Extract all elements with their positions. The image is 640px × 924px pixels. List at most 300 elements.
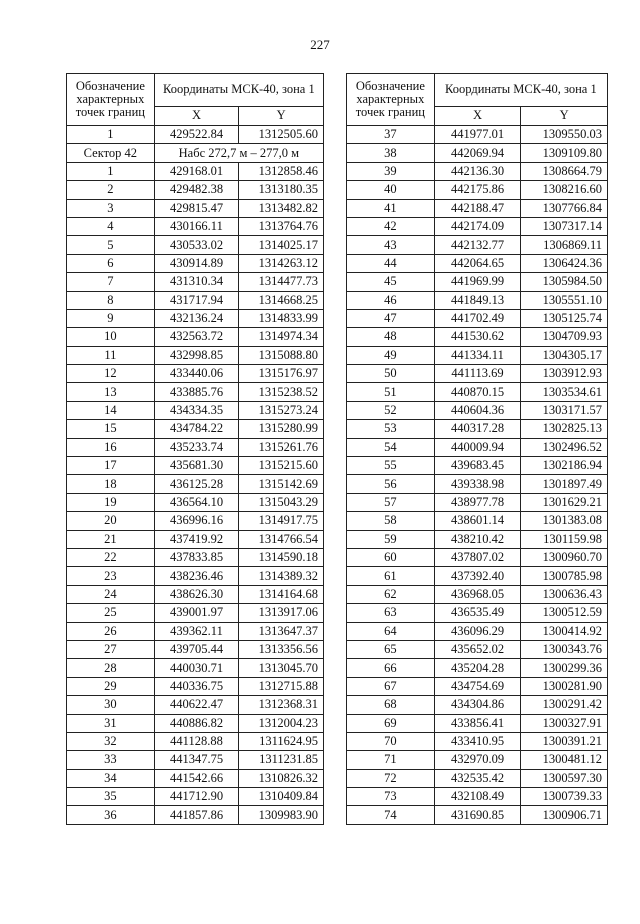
table-row [67, 493, 324, 511]
coord-x: 439001.97 [154, 604, 239, 622]
table-row [347, 309, 608, 327]
header-points-label: Обозначение характерных точек границ [67, 74, 155, 126]
point-number: 32 [67, 732, 155, 750]
coord-x: 441542.66 [154, 769, 239, 787]
coord-x: 434304.86 [434, 696, 521, 714]
point-number: 67 [347, 677, 435, 695]
coord-y: 1300299.36 [521, 659, 608, 677]
coord-x: 440886.82 [154, 714, 239, 732]
coord-x: 440604.36 [434, 401, 521, 419]
point-number: 50 [347, 365, 435, 383]
coord-y: 1300281.90 [521, 677, 608, 695]
point-number: 54 [347, 438, 435, 456]
coord-x: 432535.42 [434, 769, 521, 787]
table-row [67, 236, 324, 254]
table-row [347, 328, 608, 346]
coord-y: 1314389.32 [239, 567, 324, 585]
point-number: 3 [67, 199, 155, 217]
coord-y: 1302186.94 [521, 457, 608, 475]
table-row [67, 714, 324, 732]
coord-x: 430533.02 [154, 236, 239, 254]
table-row [67, 512, 324, 530]
coord-x: 436968.05 [434, 585, 521, 603]
coord-y: 1300636.43 [521, 585, 608, 603]
coord-x: 440336.75 [154, 677, 239, 695]
coord-x: 441347.75 [154, 751, 239, 769]
point-number: 44 [347, 254, 435, 272]
table-row [67, 309, 324, 327]
header-y: Y [239, 106, 324, 125]
coord-x: 442136.30 [434, 162, 521, 180]
point-number: 25 [67, 604, 155, 622]
coord-x: 440870.15 [434, 383, 521, 401]
coord-y: 1305551.10 [521, 291, 608, 309]
coord-x: 432136.24 [154, 309, 239, 327]
point-number: 38 [347, 144, 435, 162]
point-number: 2 [67, 181, 155, 199]
coord-y: 1306869.11 [521, 236, 608, 254]
coord-x: 430914.89 [154, 254, 239, 272]
coord-x: 442174.09 [434, 217, 521, 235]
coord-x: 441530.62 [434, 328, 521, 346]
table-row [347, 162, 608, 180]
coord-x: 441857.86 [154, 806, 239, 824]
coord-x: 438601.14 [434, 512, 521, 530]
table-row [67, 438, 324, 456]
coord-y: 1313180.35 [239, 181, 324, 199]
table-row [347, 217, 608, 235]
coord-y: 1301897.49 [521, 475, 608, 493]
coord-x: 435681.30 [154, 457, 239, 475]
table-row [347, 512, 608, 530]
header-coordinates-label: Координаты МСК-40, зона 1 [154, 74, 323, 107]
table-row [67, 567, 324, 585]
table-row [347, 585, 608, 603]
coord-y: 1310409.84 [239, 788, 324, 806]
coord-x: 440622.47 [154, 696, 239, 714]
table-row [67, 291, 324, 309]
coord-y: 1304305.17 [521, 346, 608, 364]
point-number: 73 [347, 788, 435, 806]
table-row [347, 696, 608, 714]
table-row [347, 236, 608, 254]
table-row [347, 751, 608, 769]
point-number: 62 [347, 585, 435, 603]
table-row [67, 365, 324, 383]
coord-x: 441334.11 [434, 346, 521, 364]
point-number: 69 [347, 714, 435, 732]
point-number: 31 [67, 714, 155, 732]
point-number: 15 [67, 420, 155, 438]
coord-y: 1315088.80 [239, 346, 324, 364]
table-row [67, 199, 324, 217]
coord-y: 1311231.85 [239, 751, 324, 769]
coord-x: 440317.28 [434, 420, 521, 438]
table-row [67, 640, 324, 658]
table-row [347, 769, 608, 787]
point-number: 60 [347, 548, 435, 566]
coord-y: 1312505.60 [239, 126, 324, 144]
point-number: 49 [347, 346, 435, 364]
table-row [347, 640, 608, 658]
header-x: X [434, 106, 521, 125]
coord-y: 1300327.91 [521, 714, 608, 732]
sector-name: Сектор 42 [67, 144, 155, 162]
page-number: 227 [310, 37, 330, 52]
table-row [347, 420, 608, 438]
coord-y: 1313045.70 [239, 659, 324, 677]
table-row [347, 273, 608, 291]
table-row [67, 788, 324, 806]
coord-y: 1301383.08 [521, 512, 608, 530]
table-row [67, 162, 324, 180]
point-number: 36 [67, 806, 155, 824]
coord-y: 1315215.60 [239, 457, 324, 475]
coord-y: 1313764.76 [239, 217, 324, 235]
table-row [67, 696, 324, 714]
point-number: 48 [347, 328, 435, 346]
table-row [67, 420, 324, 438]
coord-x: 432108.49 [434, 788, 521, 806]
table-row [67, 457, 324, 475]
point-number: 52 [347, 401, 435, 419]
table-row [347, 548, 608, 566]
coordinates-table-left [66, 73, 324, 825]
table-row [67, 217, 324, 235]
coord-y: 1308216.60 [521, 181, 608, 199]
coord-y: 1300906.71 [521, 806, 608, 824]
coord-x: 440030.71 [154, 659, 239, 677]
point-number: 8 [67, 291, 155, 309]
coord-x: 438236.46 [154, 567, 239, 585]
coord-y: 1314766.54 [239, 530, 324, 548]
coord-x: 431310.34 [154, 273, 239, 291]
point-number: 17 [67, 457, 155, 475]
point-number: 41 [347, 199, 435, 217]
table-row [347, 732, 608, 750]
coord-y: 1302825.13 [521, 420, 608, 438]
coord-x: 441128.88 [154, 732, 239, 750]
point-number: 21 [67, 530, 155, 548]
point-number: 64 [347, 622, 435, 640]
coord-y: 1301629.21 [521, 493, 608, 511]
sector-height-range: Набс 272,7 м – 277,0 м [154, 144, 323, 162]
coord-y: 1314833.99 [239, 309, 324, 327]
coord-y: 1303171.57 [521, 401, 608, 419]
coord-y: 1315261.76 [239, 438, 324, 456]
point-number: 28 [67, 659, 155, 677]
table-row [67, 273, 324, 291]
coord-y: 1304709.93 [521, 328, 608, 346]
point-number: 51 [347, 383, 435, 401]
point-number: 70 [347, 732, 435, 750]
point-number: 5 [67, 236, 155, 254]
point-number: 53 [347, 420, 435, 438]
coord-y: 1313917.06 [239, 604, 324, 622]
point-number: 6 [67, 254, 155, 272]
table-row [347, 622, 608, 640]
point-number: 23 [67, 567, 155, 585]
coord-y: 1300414.92 [521, 622, 608, 640]
coord-y: 1300481.12 [521, 751, 608, 769]
coord-x: 431717.94 [154, 291, 239, 309]
coord-y: 1302496.52 [521, 438, 608, 456]
table-row [347, 567, 608, 585]
coord-y: 1315142.69 [239, 475, 324, 493]
point-number: 71 [347, 751, 435, 769]
coord-x: 435652.02 [434, 640, 521, 658]
coord-x: 435204.28 [434, 659, 521, 677]
coord-y: 1315280.99 [239, 420, 324, 438]
coord-x: 437807.02 [434, 548, 521, 566]
coord-y: 1314917.75 [239, 512, 324, 530]
sector-row [67, 144, 324, 162]
table-row [67, 254, 324, 272]
coord-y: 1315176.97 [239, 365, 324, 383]
table-row [347, 254, 608, 272]
coord-y: 1301159.98 [521, 530, 608, 548]
point-number: 24 [67, 585, 155, 603]
table-row [347, 530, 608, 548]
point-number: 65 [347, 640, 435, 658]
coord-y: 1300343.76 [521, 640, 608, 658]
coord-y: 1300785.98 [521, 567, 608, 585]
table-row [347, 677, 608, 695]
coord-y: 1312715.88 [239, 677, 324, 695]
table-row [67, 585, 324, 603]
header-points-label: Обозначение характерных точек границ [347, 74, 435, 126]
coord-y: 1303534.61 [521, 383, 608, 401]
point-number: 7 [67, 273, 155, 291]
coord-x: 438977.78 [434, 493, 521, 511]
coord-x: 439683.45 [434, 457, 521, 475]
coord-x: 438626.30 [154, 585, 239, 603]
point-number: 34 [67, 769, 155, 787]
header-y: Y [521, 106, 608, 125]
coord-x: 429815.47 [154, 199, 239, 217]
point-number: 42 [347, 217, 435, 235]
coord-x: 429168.01 [154, 162, 239, 180]
table-row [67, 346, 324, 364]
coord-x: 442188.47 [434, 199, 521, 217]
table-row [67, 622, 324, 640]
coord-y: 1313356.56 [239, 640, 324, 658]
coord-x: 442064.65 [434, 254, 521, 272]
coord-y: 1305125.74 [521, 309, 608, 327]
point-number: 59 [347, 530, 435, 548]
table-row [347, 199, 608, 217]
table-row [67, 530, 324, 548]
coord-y: 1309550.03 [521, 126, 608, 144]
coord-x: 439705.44 [154, 640, 239, 658]
point-number: 26 [67, 622, 155, 640]
coord-y: 1300739.33 [521, 788, 608, 806]
point-number: 37 [347, 126, 435, 144]
table-row [347, 659, 608, 677]
coord-x: 436996.16 [154, 512, 239, 530]
table-row [347, 144, 608, 162]
coord-y: 1307317.14 [521, 217, 608, 235]
point-number: 14 [67, 401, 155, 419]
coord-x: 434334.35 [154, 401, 239, 419]
table-row [347, 475, 608, 493]
point-number: 56 [347, 475, 435, 493]
point-number: 63 [347, 604, 435, 622]
coord-y: 1305984.50 [521, 273, 608, 291]
point-number: 20 [67, 512, 155, 530]
coord-x: 432563.72 [154, 328, 239, 346]
point-number: 72 [347, 769, 435, 787]
coord-x: 437833.85 [154, 548, 239, 566]
coord-x: 433856.41 [434, 714, 521, 732]
coord-x: 429482.38 [154, 181, 239, 199]
coord-y: 1313482.82 [239, 199, 324, 217]
coord-x: 435233.74 [154, 438, 239, 456]
table-row [67, 548, 324, 566]
table-row [347, 126, 608, 144]
point-number: 46 [347, 291, 435, 309]
coord-x: 440009.94 [434, 438, 521, 456]
point-number: 11 [67, 346, 155, 364]
coord-y: 1310826.32 [239, 769, 324, 787]
point-number: 29 [67, 677, 155, 695]
point-number: 55 [347, 457, 435, 475]
point-number: 12 [67, 365, 155, 383]
header-coordinates-label: Координаты МСК-40, зона 1 [434, 74, 607, 107]
coord-y: 1300391.21 [521, 732, 608, 750]
coord-y: 1308664.79 [521, 162, 608, 180]
point-number: 1 [67, 126, 155, 144]
point-number: 13 [67, 383, 155, 401]
coord-x: 437419.92 [154, 530, 239, 548]
table-row [67, 659, 324, 677]
coord-y: 1309109.80 [521, 144, 608, 162]
coord-x: 430166.11 [154, 217, 239, 235]
coord-y: 1314477.73 [239, 273, 324, 291]
point-number: 35 [67, 788, 155, 806]
coord-x: 433410.95 [434, 732, 521, 750]
coord-y: 1300512.59 [521, 604, 608, 622]
coord-x: 441712.90 [154, 788, 239, 806]
table-row [67, 126, 324, 144]
table-row [67, 383, 324, 401]
coord-x: 441113.69 [434, 365, 521, 383]
coord-y: 1309983.90 [239, 806, 324, 824]
table-row [67, 769, 324, 787]
coordinates-table-right [346, 73, 608, 825]
coord-x: 431690.85 [434, 806, 521, 824]
table-row [67, 751, 324, 769]
coord-x: 436096.29 [434, 622, 521, 640]
coord-y: 1300597.30 [521, 769, 608, 787]
coord-y: 1314668.25 [239, 291, 324, 309]
point-number: 19 [67, 493, 155, 511]
coord-y: 1312368.31 [239, 696, 324, 714]
coord-x: 436535.49 [434, 604, 521, 622]
point-number: 30 [67, 696, 155, 714]
point-number: 27 [67, 640, 155, 658]
point-number: 33 [67, 751, 155, 769]
point-number: 68 [347, 696, 435, 714]
coord-x: 433885.76 [154, 383, 239, 401]
table-row [347, 493, 608, 511]
coord-x: 436125.28 [154, 475, 239, 493]
table-row [347, 383, 608, 401]
coord-x: 439338.98 [434, 475, 521, 493]
point-number: 4 [67, 217, 155, 235]
point-number: 66 [347, 659, 435, 677]
table-row [347, 291, 608, 309]
point-number: 16 [67, 438, 155, 456]
coord-x: 434784.22 [154, 420, 239, 438]
point-number: 9 [67, 309, 155, 327]
table-row [347, 401, 608, 419]
table-row [67, 181, 324, 199]
coord-x: 442132.77 [434, 236, 521, 254]
table-row [67, 677, 324, 695]
coord-y: 1303912.93 [521, 365, 608, 383]
point-number: 61 [347, 567, 435, 585]
coord-x: 434754.69 [434, 677, 521, 695]
coord-y: 1314025.17 [239, 236, 324, 254]
coord-y: 1314263.12 [239, 254, 324, 272]
coord-y: 1300291.42 [521, 696, 608, 714]
point-number: 74 [347, 806, 435, 824]
table-row [67, 401, 324, 419]
coord-y: 1315273.24 [239, 401, 324, 419]
table-row [347, 438, 608, 456]
coord-x: 433440.06 [154, 365, 239, 383]
coord-y: 1312858.46 [239, 162, 324, 180]
point-number: 43 [347, 236, 435, 254]
point-number: 22 [67, 548, 155, 566]
table-row [347, 457, 608, 475]
point-number: 39 [347, 162, 435, 180]
coord-x: 437392.40 [434, 567, 521, 585]
point-number: 40 [347, 181, 435, 199]
header-x: X [154, 106, 239, 125]
table-row [347, 365, 608, 383]
point-number: 1 [67, 162, 155, 180]
point-number: 47 [347, 309, 435, 327]
coord-x: 436564.10 [154, 493, 239, 511]
coord-x: 442175.86 [434, 181, 521, 199]
coord-y: 1314590.18 [239, 548, 324, 566]
coord-y: 1311624.95 [239, 732, 324, 750]
coord-x: 432970.09 [434, 751, 521, 769]
coord-x: 442069.94 [434, 144, 521, 162]
point-number: 45 [347, 273, 435, 291]
coord-x: 432998.85 [154, 346, 239, 364]
table-row [347, 181, 608, 199]
coord-x: 439362.11 [154, 622, 239, 640]
table-row [67, 475, 324, 493]
point-number: 57 [347, 493, 435, 511]
coord-y: 1315238.52 [239, 383, 324, 401]
point-number: 18 [67, 475, 155, 493]
point-number: 10 [67, 328, 155, 346]
table-row [67, 604, 324, 622]
coord-y: 1313647.37 [239, 622, 324, 640]
table-row [347, 788, 608, 806]
table-row [347, 714, 608, 732]
coord-y: 1307766.84 [521, 199, 608, 217]
coord-x: 441702.49 [434, 309, 521, 327]
table-row [67, 732, 324, 750]
coord-x: 438210.42 [434, 530, 521, 548]
table-row [67, 328, 324, 346]
coord-y: 1314974.34 [239, 328, 324, 346]
